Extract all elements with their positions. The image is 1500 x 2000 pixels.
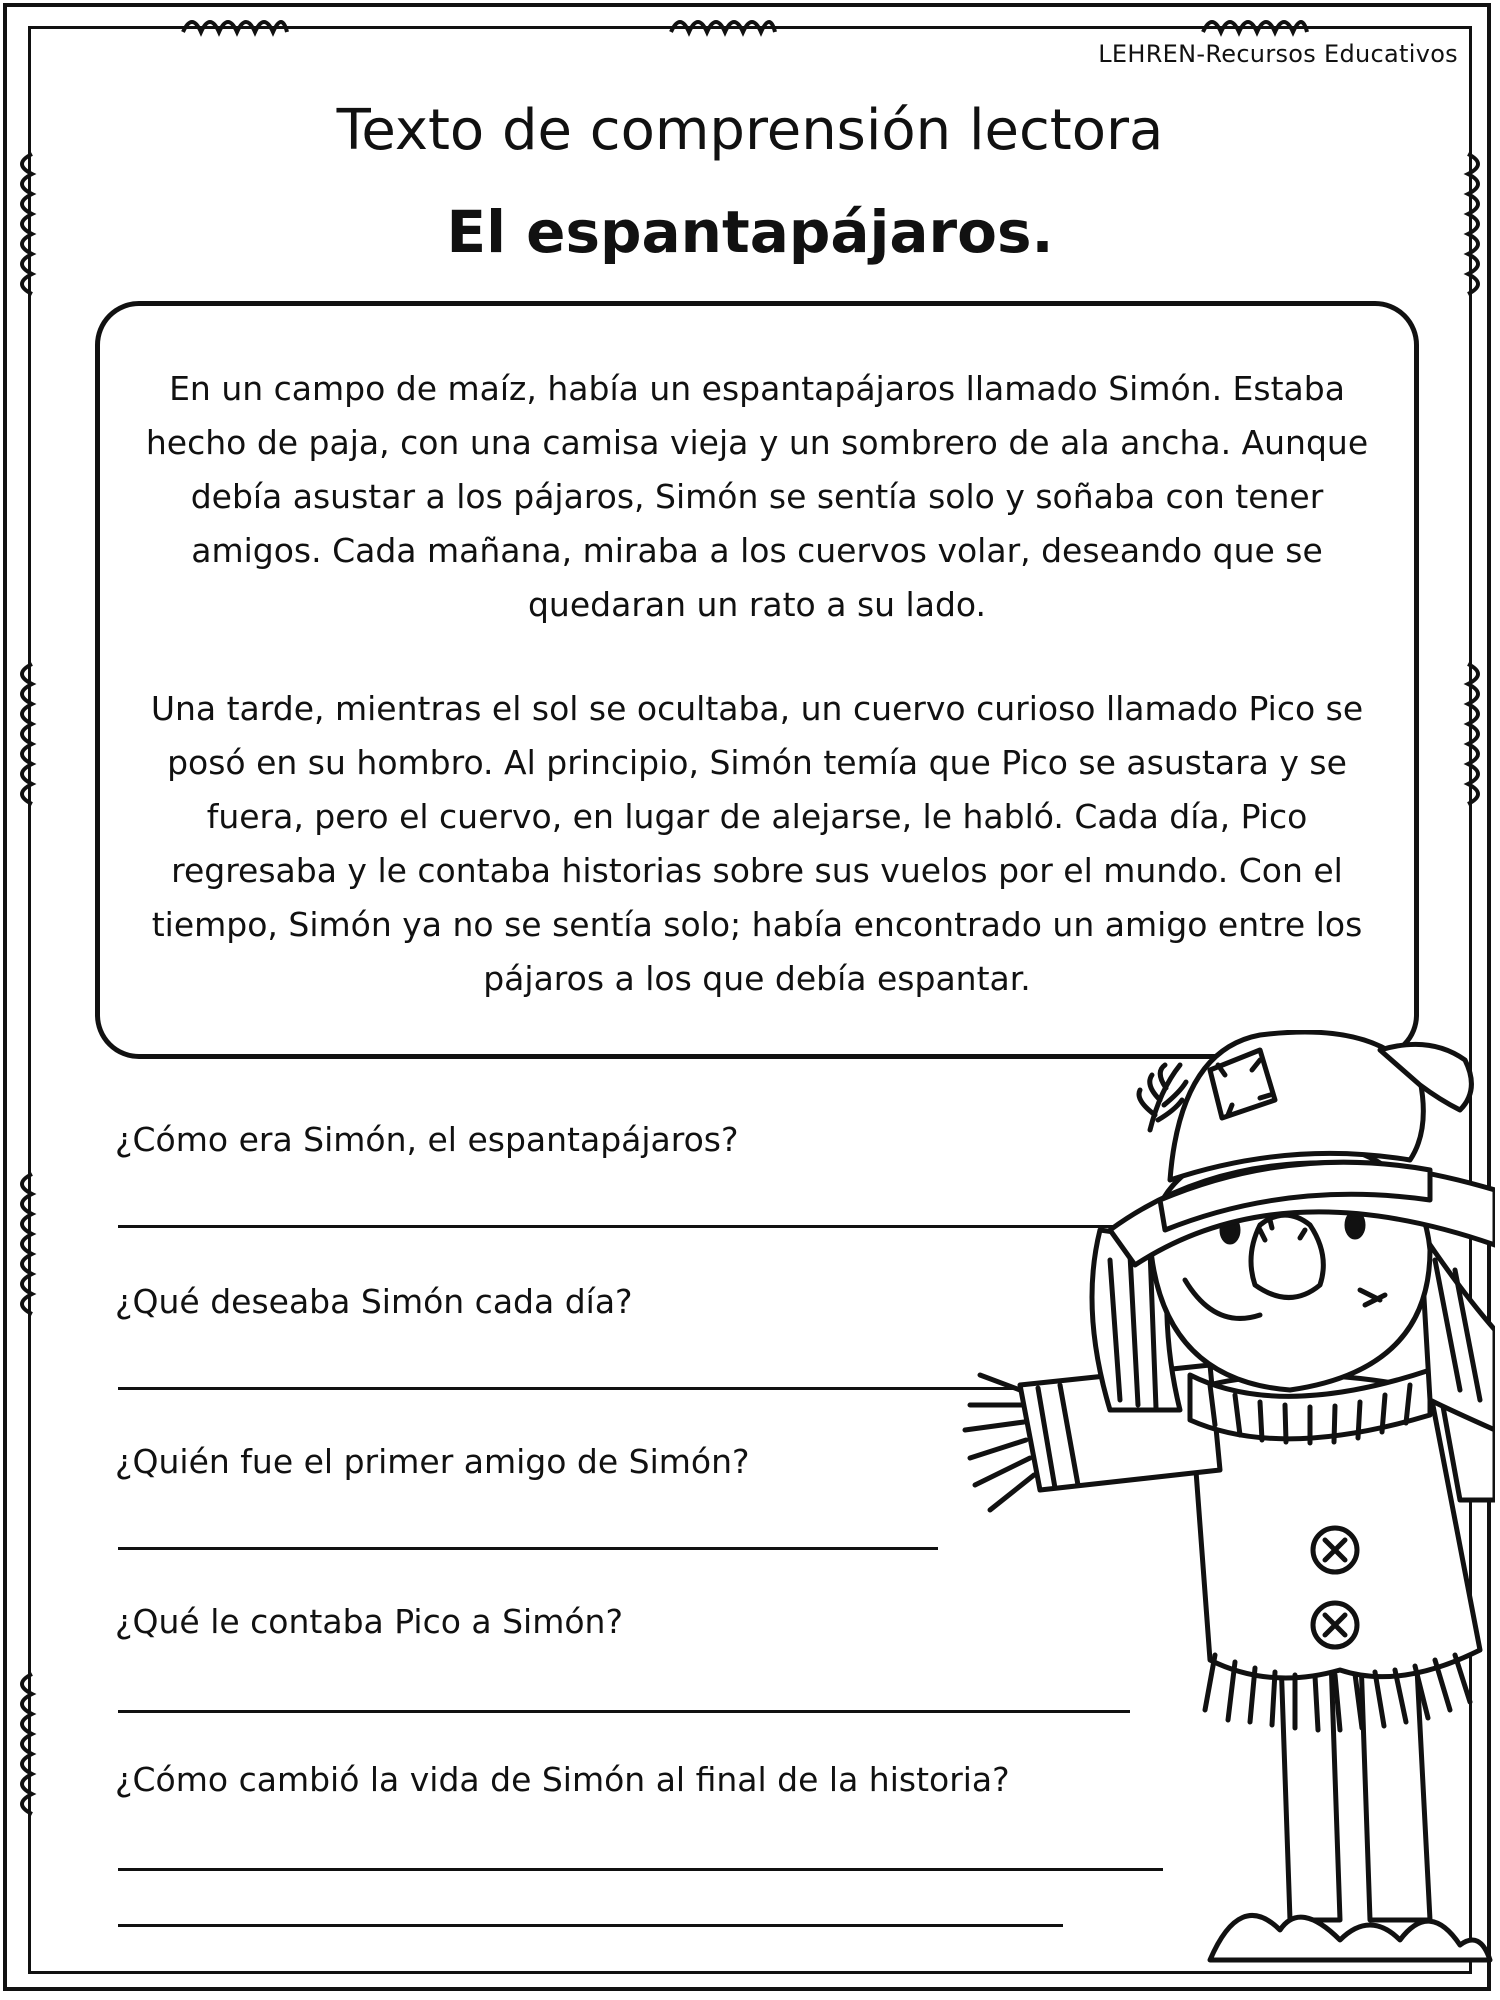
publisher-watermark: LEHREN-Recursos Educativos bbox=[1098, 40, 1458, 68]
story-paragraph-1: En un campo de maíz, había un espantapájaros llamado Simón. Estaba hecho de paja, con una camisa vieja y un sombrero de ala ancha. Aunque debía asustar a los pájaros, Simón se sentía solo y soñaba con tener amigos. Cada mañana, miraba a los cuervos volar, deseando que se quedaran un rato a su lado. bbox=[145, 369, 1369, 624]
question-2: ¿Qué deseaba Simón cada día? bbox=[115, 1282, 633, 1321]
question-3: ¿Quién fue el primer amigo de Simón? bbox=[115, 1442, 750, 1481]
question-4: ¿Qué le contaba Pico a Simón? bbox=[115, 1602, 623, 1641]
top-scallop-center-icon bbox=[668, 8, 778, 38]
left-scallop-lower-icon bbox=[8, 1170, 38, 1320]
answer-line-2[interactable] bbox=[118, 1387, 1046, 1390]
answer-line-3[interactable] bbox=[118, 1547, 938, 1550]
scarecrow-illustration-icon bbox=[960, 1030, 1495, 1970]
question-1: ¿Cómo era Simón, el espantapájaros? bbox=[115, 1120, 739, 1159]
right-scallop-upper-icon bbox=[1462, 660, 1492, 810]
story-title: El espantapájaros. bbox=[446, 198, 1054, 266]
page-title: Texto de comprensión lectora bbox=[336, 98, 1164, 163]
left-scallop-bottom-icon bbox=[8, 1670, 38, 1820]
answer-line-5b[interactable] bbox=[118, 1924, 1063, 1927]
left-scallop-upper-icon bbox=[8, 660, 38, 810]
top-scallop-left-icon bbox=[180, 8, 290, 38]
question-5: ¿Cómo cambió la vida de Simón al final de la historia? bbox=[115, 1760, 1010, 1799]
story-paragraph-2: Una tarde, mientras el sol se ocultaba, un cuervo curioso llamado Pico se posó en su hombro. Al principio, Simón temía que Pico se asustara y se fuera, pero el cuervo, en lugar de alejarse, le habló. Cada día, Pico regresaba y le contaba historias sobre sus vuelos por el mundo. Con el tiempo, Simón ya no se sentía solo; había encontrado un amigo entre los pájaros a los que debía espantar. bbox=[150, 689, 1364, 998]
top-scallop-right-icon bbox=[1200, 8, 1310, 38]
